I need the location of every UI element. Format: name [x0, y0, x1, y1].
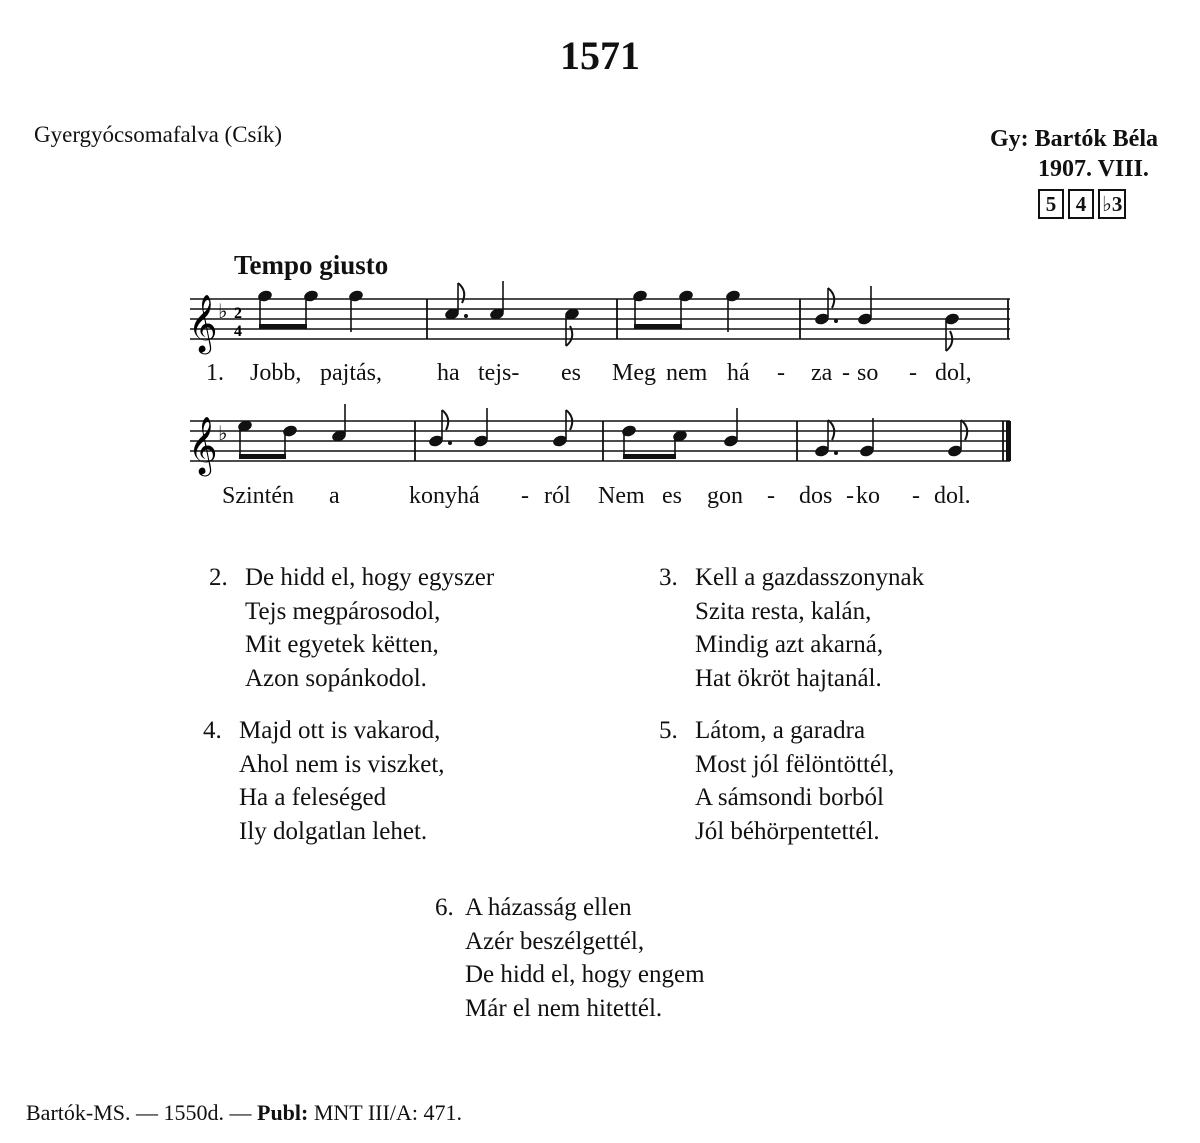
stanza-line: De hidd el, hogy engem — [465, 961, 705, 988]
stanza-line: Mit egyetek këtten, — [245, 631, 439, 658]
beam — [259, 324, 307, 329]
stanza-line: Kell a gazdasszonynak — [695, 564, 925, 591]
lyric-syllable: konyhá — [409, 483, 480, 509]
lyric-syllable: ról — [544, 483, 571, 509]
beam — [239, 454, 286, 459]
stanza-line: A sámsondi borból — [695, 784, 884, 811]
publication-reference: MNT III/A: 471. — [313, 1100, 462, 1125]
stanza-line: Mindig azt akarná, — [695, 631, 884, 658]
stanza-4 — [203, 714, 445, 848]
lyric-syllable: dol. — [934, 483, 971, 509]
lyric-syllable: dol, — [935, 360, 972, 386]
song-number: 1571 — [560, 33, 640, 78]
cadence-box: 4 — [1068, 189, 1094, 219]
flat-key-signature-icon: ♭ — [218, 299, 228, 323]
measure-1 — [257, 290, 363, 332]
stanza-line: Látom, a garadra — [695, 717, 866, 744]
stanza-line: Majd ott is vakarod, — [239, 717, 441, 744]
stanza-line: Most jól fëlöntöttél, — [695, 750, 895, 778]
stanza-5 — [659, 714, 894, 848]
collection-place: Gyergyócsomafalva (Csík) — [34, 122, 283, 147]
lyric-syllable: so — [857, 360, 879, 386]
treble-clef-icon: 𝄞 — [188, 416, 218, 474]
flat-key-signature-icon: ♭ — [218, 421, 228, 445]
lyric-syllable: Nem — [598, 483, 645, 509]
lyric-hyphen: - — [777, 360, 785, 386]
time-signature-top: 2 — [234, 305, 242, 322]
lyric-syllable: za — [811, 360, 833, 386]
stanza-2 — [209, 561, 494, 695]
flag — [961, 420, 967, 440]
lyric-syllable: a — [329, 483, 340, 509]
lyric-hyphen: - — [912, 483, 920, 509]
stanza-number: 3. — [659, 564, 678, 591]
flag — [566, 410, 572, 430]
lyric-syllable: nem — [666, 360, 708, 386]
lyric-hyphen: - — [842, 360, 850, 386]
lyric-syllable: ko — [856, 483, 880, 509]
flag — [828, 288, 834, 308]
lyric-hyphen: - — [909, 360, 917, 386]
lyric-hyphen: - — [846, 483, 854, 509]
lyric-syllable: pajtás, — [320, 360, 382, 386]
lyric-syllable: Jobb, — [250, 360, 302, 386]
cadence-box: ♭3 — [1098, 189, 1126, 219]
stanza-line: De hidd el, hogy egyszer — [245, 564, 495, 591]
lyric-syllable: há — [727, 360, 750, 386]
stanza-number: 5. — [659, 717, 678, 744]
stanza-line: Azér beszélgettél, — [465, 927, 645, 955]
manuscript-reference: Bartók-MS. — 1550d. — — [26, 1100, 252, 1125]
stanza-line: Szita resta, kalán, — [695, 597, 872, 625]
lyric-syllable: tejs- — [478, 360, 520, 386]
lyric-syllable: gon — [707, 483, 743, 509]
stanza-line: Ily dolgatlan lehet. — [239, 817, 428, 845]
stanza-3 — [659, 561, 924, 695]
stanza-6 — [435, 891, 705, 1025]
staff-lines-1 — [190, 299, 1010, 339]
treble-clef-icon: 𝄞 — [188, 294, 218, 352]
measure-2 — [444, 281, 579, 346]
music-staves — [0, 0, 1200, 520]
flag — [458, 283, 464, 303]
lyric-syllable: Meg — [612, 360, 656, 386]
lyric-hyphen: - — [767, 483, 775, 509]
publication-label: Publ: — [257, 1100, 309, 1125]
lyric-syllable: es — [662, 483, 682, 509]
stanza-line: A házasság ellen — [465, 894, 632, 921]
flag — [442, 410, 448, 430]
stanza-line: Hat ökröt hajtanál. — [695, 664, 882, 692]
beam — [623, 454, 676, 459]
staff-lines-2 — [190, 421, 1010, 461]
stanza-line: Ha a feleséged — [239, 784, 387, 811]
stanza-line: Jól béhörpentettél. — [695, 817, 880, 845]
stanza-number: 4. — [203, 717, 222, 744]
flag — [946, 331, 952, 351]
time-signature-bottom: 4 — [234, 323, 242, 340]
stanza-number: 2. — [209, 564, 228, 591]
stanza-line: Ahol nem is viszket, — [239, 750, 445, 778]
tempo-marking: Tempo giusto — [234, 250, 389, 280]
lyric-syllable: dos — [799, 483, 833, 509]
measure-3 — [632, 290, 740, 332]
flag — [828, 420, 834, 440]
collector: Gy: Bartók Béla — [990, 126, 1158, 152]
lyric-syllable: ha — [437, 360, 460, 386]
cadence-box: 5 — [1038, 189, 1064, 219]
stanza-line: Már el nem hitettél. — [465, 994, 663, 1022]
lyric-syllable: Szintén — [222, 483, 294, 509]
lyric-hyphen: - — [521, 483, 529, 509]
lyric-syllable: es — [561, 360, 581, 386]
stanza-line: Tejs megpárosodol, — [245, 597, 441, 625]
collection-date: 1907. VIII. — [1038, 156, 1149, 182]
final-barline — [1006, 421, 1011, 461]
verse-number: 1. — [206, 360, 224, 386]
stanza-number: 6. — [435, 894, 454, 921]
stanza-line: Azon sopánkodol. — [245, 664, 427, 692]
source-footer — [26, 1100, 462, 1126]
beam — [634, 324, 682, 329]
